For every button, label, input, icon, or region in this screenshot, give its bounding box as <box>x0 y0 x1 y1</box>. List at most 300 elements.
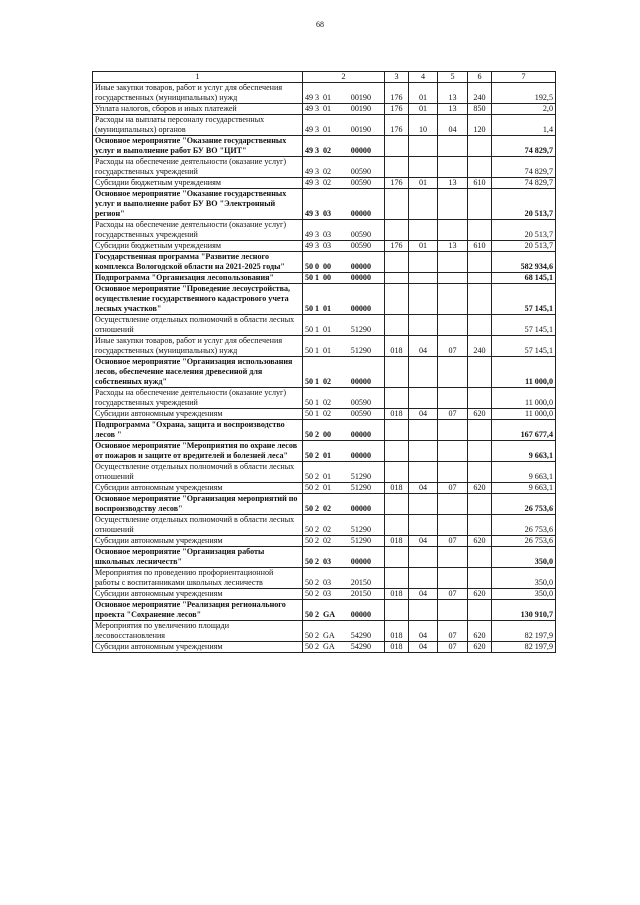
row-section-code: 01 <box>409 178 438 189</box>
row-section-code <box>409 357 438 388</box>
row-code <box>303 515 385 536</box>
row-subsection-code <box>438 600 468 621</box>
code-event: 01 <box>323 451 332 460</box>
row-code <box>303 336 385 357</box>
header-col-5: 5 <box>438 72 468 83</box>
code-program: 50 <box>305 304 314 313</box>
row-name: Субсидии бюджетным учреждениям <box>93 178 303 189</box>
code-program: 49 <box>305 104 314 113</box>
row-code <box>303 284 385 315</box>
code-subprogram: 1 <box>315 398 320 407</box>
code-subprogram: 1 <box>315 409 320 418</box>
table-row <box>93 494 556 515</box>
row-ministry-code <box>385 441 409 462</box>
row-name: Расходы на обеспечение деятельности (оказание услуг) государственных учреждений <box>93 157 303 178</box>
code-subprogram: 2 <box>315 589 320 598</box>
row-subsection-code: 04 <box>438 115 468 136</box>
row-name: Основное мероприятие "Организация работы школьных лесничеств" <box>93 547 303 568</box>
code-subprogram: 1 <box>315 304 320 313</box>
code-event: 03 <box>323 557 332 566</box>
row-code <box>303 600 385 621</box>
code-program: 49 <box>305 146 314 155</box>
row-amount: 167 677,4 <box>492 420 556 441</box>
code-direction: 00000 <box>350 451 371 460</box>
row-ministry-code <box>385 420 409 441</box>
row-amount: 26 753,6 <box>492 536 556 547</box>
header-col-4: 4 <box>409 72 438 83</box>
row-code <box>303 483 385 494</box>
row-ministry-code: 018 <box>385 483 409 494</box>
row-expense-type <box>468 462 492 483</box>
row-subsection-code <box>438 462 468 483</box>
row-amount: 74 829,7 <box>492 136 556 157</box>
table-row <box>93 462 556 483</box>
row-name: Основное мероприятие "Организация использования лесов, обеспечение населения древесиной для собственных нужд" <box>93 357 303 388</box>
row-amount: 68 145,1 <box>492 273 556 284</box>
row-amount: 26 753,6 <box>492 515 556 536</box>
row-amount: 57 145,1 <box>492 284 556 315</box>
code-program: 50 <box>305 504 314 513</box>
row-ministry-code <box>385 388 409 409</box>
row-ministry-code <box>385 600 409 621</box>
row-subsection-code: 07 <box>438 409 468 420</box>
code-event: 02 <box>323 167 332 176</box>
row-expense-type: 620 <box>468 409 492 420</box>
row-name: Расходы на выплаты персоналу государственных (муниципальных) органов <box>93 115 303 136</box>
row-code <box>303 568 385 589</box>
code-event: 02 <box>323 409 332 418</box>
table-row <box>93 409 556 420</box>
code-subprogram: 3 <box>315 178 320 187</box>
row-ministry-code <box>385 462 409 483</box>
code-program: 49 <box>305 178 314 187</box>
row-expense-type: 620 <box>468 589 492 600</box>
row-section-code: 10 <box>409 115 438 136</box>
code-subprogram: 3 <box>315 241 320 250</box>
row-subsection-code <box>438 273 468 284</box>
code-direction: 00590 <box>350 167 371 176</box>
row-expense-type <box>468 136 492 157</box>
row-section-code <box>409 600 438 621</box>
code-program: 50 <box>305 409 314 418</box>
table-row <box>93 115 556 136</box>
row-expense-type: 620 <box>468 536 492 547</box>
row-code <box>303 104 385 115</box>
code-program: 50 <box>305 483 314 492</box>
row-subsection-code <box>438 568 468 589</box>
code-subprogram: 2 <box>315 483 320 492</box>
code-program: 50 <box>305 610 314 619</box>
row-code <box>303 315 385 336</box>
row-name: Основное мероприятие "Проведение лесоустройства, осуществление государственного кадастрового учета лесных участков" <box>93 284 303 315</box>
code-program: 50 <box>305 631 314 640</box>
row-name: Государственная программа "Развитие лесного комплекса Вологодской области на 2021-2025 годы" <box>93 252 303 273</box>
code-program: 50 <box>305 578 314 587</box>
row-ministry-code: 176 <box>385 83 409 104</box>
table-row <box>93 568 556 589</box>
row-expense-type <box>468 600 492 621</box>
table-row <box>93 178 556 189</box>
row-ministry-code: 176 <box>385 241 409 252</box>
row-ministry-code: 018 <box>385 589 409 600</box>
code-subprogram: 2 <box>315 451 320 460</box>
code-direction: 00590 <box>350 178 371 187</box>
row-subsection-code <box>438 136 468 157</box>
row-subsection-code <box>438 315 468 336</box>
table-row <box>93 241 556 252</box>
code-event: 02 <box>323 536 332 545</box>
code-subprogram: 2 <box>315 610 320 619</box>
row-amount: 1,4 <box>492 115 556 136</box>
code-direction: 00000 <box>350 610 371 619</box>
table-row <box>93 136 556 157</box>
code-program: 50 <box>305 472 314 481</box>
row-amount: 74 829,7 <box>492 178 556 189</box>
row-section-code: 01 <box>409 104 438 115</box>
budget-table <box>92 71 556 653</box>
row-subsection-code <box>438 357 468 388</box>
row-expense-type <box>468 189 492 220</box>
code-program: 50 <box>305 325 314 334</box>
row-section-code <box>409 315 438 336</box>
code-subprogram: 2 <box>315 631 320 640</box>
table-row <box>93 642 556 653</box>
code-event: 01 <box>323 483 332 492</box>
row-subsection-code <box>438 420 468 441</box>
row-subsection-code <box>438 494 468 515</box>
header-col-3: 3 <box>385 72 409 83</box>
table-row <box>93 189 556 220</box>
row-expense-type: 850 <box>468 104 492 115</box>
row-ministry-code: 018 <box>385 642 409 653</box>
table-row <box>93 357 556 388</box>
table-row <box>93 600 556 621</box>
row-section-code: 01 <box>409 83 438 104</box>
code-direction: 00000 <box>350 304 371 313</box>
row-name: Уплата налогов, сборов и иных платежей <box>93 104 303 115</box>
row-amount: 130 910,7 <box>492 600 556 621</box>
row-name: Осуществление отдельных полномочий в области лесных отношений <box>93 315 303 336</box>
code-direction: 00000 <box>350 377 371 386</box>
row-amount: 9 663,1 <box>492 483 556 494</box>
row-name: Иные закупки товаров, работ и услуг для обеспечения государственных (муниципальных) нужд <box>93 83 303 104</box>
row-amount: 57 145,1 <box>492 315 556 336</box>
code-direction: 00000 <box>350 209 371 218</box>
row-name: Основное мероприятие "Оказание государственных услуг и выполнение работ БУ ВО "ЦИТ" <box>93 136 303 157</box>
code-program: 49 <box>305 241 314 250</box>
code-program: 50 <box>305 451 314 460</box>
code-event: 01 <box>323 472 332 481</box>
code-direction: 51290 <box>350 536 371 545</box>
row-expense-type <box>468 420 492 441</box>
row-subsection-code <box>438 441 468 462</box>
table-row <box>93 547 556 568</box>
code-direction: 00000 <box>350 430 371 439</box>
code-subprogram: 1 <box>315 325 320 334</box>
row-amount: 192,5 <box>492 83 556 104</box>
code-event: 00 <box>323 273 332 282</box>
table-row <box>93 315 556 336</box>
row-code <box>303 273 385 284</box>
table-row <box>93 83 556 104</box>
row-expense-type: 620 <box>468 621 492 642</box>
row-subsection-code <box>438 284 468 315</box>
code-direction: 20150 <box>350 578 371 587</box>
row-subsection-code <box>438 157 468 178</box>
row-amount: 74 829,7 <box>492 157 556 178</box>
row-section-code: 04 <box>409 621 438 642</box>
header-col-1: 1 <box>93 72 303 83</box>
row-section-code <box>409 462 438 483</box>
code-subprogram: 1 <box>315 377 320 386</box>
code-direction: 54290 <box>350 631 371 640</box>
row-ministry-code: 176 <box>385 115 409 136</box>
code-direction: 51290 <box>350 483 371 492</box>
row-section-code <box>409 284 438 315</box>
row-ministry-code <box>385 189 409 220</box>
row-subsection-code <box>438 252 468 273</box>
row-code <box>303 220 385 241</box>
code-subprogram: 3 <box>315 93 320 102</box>
code-subprogram: 3 <box>315 146 320 155</box>
code-program: 50 <box>305 377 314 386</box>
code-event: 02 <box>323 178 332 187</box>
row-expense-type: 610 <box>468 178 492 189</box>
row-section-code <box>409 420 438 441</box>
row-subsection-code: 07 <box>438 483 468 494</box>
code-event: 03 <box>323 209 332 218</box>
code-event: 01 <box>323 325 332 334</box>
row-section-code: 04 <box>409 336 438 357</box>
row-section-code <box>409 388 438 409</box>
row-code <box>303 494 385 515</box>
code-event: 03 <box>323 578 332 587</box>
code-subprogram: 3 <box>315 167 320 176</box>
code-event: GA <box>323 610 336 619</box>
row-code <box>303 409 385 420</box>
row-amount: 9 663,1 <box>492 441 556 462</box>
row-amount: 2,0 <box>492 104 556 115</box>
code-direction: 00000 <box>350 262 371 271</box>
row-code <box>303 83 385 104</box>
table-row <box>93 273 556 284</box>
code-program: 50 <box>305 589 314 598</box>
row-expense-type <box>468 157 492 178</box>
table-row <box>93 388 556 409</box>
row-amount: 11 000,0 <box>492 357 556 388</box>
row-code <box>303 357 385 388</box>
row-expense-type <box>468 357 492 388</box>
code-direction: 00590 <box>350 409 371 418</box>
row-name: Субсидии автономным учреждениям <box>93 483 303 494</box>
row-ministry-code <box>385 315 409 336</box>
code-event: 02 <box>323 504 332 513</box>
table-row <box>93 104 556 115</box>
row-name: Субсидии автономным учреждениям <box>93 642 303 653</box>
row-name: Мероприятия по увеличению площади лесовосстановления <box>93 621 303 642</box>
row-code <box>303 241 385 252</box>
row-subsection-code <box>438 220 468 241</box>
code-direction: 00000 <box>350 273 371 282</box>
row-expense-type: 620 <box>468 483 492 494</box>
code-subprogram: 2 <box>315 536 320 545</box>
code-program: 49 <box>305 125 314 134</box>
header-col-7: 7 <box>492 72 556 83</box>
row-name: Основное мероприятие "Реализация регионального проекта "Сохранение лесов" <box>93 600 303 621</box>
row-subsection-code: 07 <box>438 589 468 600</box>
row-ministry-code <box>385 284 409 315</box>
row-expense-type <box>468 273 492 284</box>
table-row <box>93 589 556 600</box>
row-section-code <box>409 515 438 536</box>
row-name: Основное мероприятие "Оказание государственных услуг и выполнение работ БУ ВО "Электронный регион" <box>93 189 303 220</box>
code-event: 00 <box>323 262 332 271</box>
row-amount: 350,0 <box>492 568 556 589</box>
row-code <box>303 388 385 409</box>
code-direction: 20150 <box>350 589 371 598</box>
table-row <box>93 536 556 547</box>
row-ministry-code: 018 <box>385 536 409 547</box>
row-code <box>303 189 385 220</box>
row-amount: 26 753,6 <box>492 494 556 515</box>
row-amount: 82 197,9 <box>492 621 556 642</box>
row-subsection-code: 13 <box>438 104 468 115</box>
row-expense-type <box>468 284 492 315</box>
code-direction: 00190 <box>350 93 371 102</box>
row-amount: 20 513,7 <box>492 189 556 220</box>
row-name: Субсидии автономным учреждениям <box>93 409 303 420</box>
row-amount: 582 934,6 <box>492 252 556 273</box>
row-amount: 350,0 <box>492 547 556 568</box>
row-subsection-code <box>438 515 468 536</box>
row-ministry-code <box>385 220 409 241</box>
row-section-code <box>409 273 438 284</box>
row-subsection-code: 13 <box>438 83 468 104</box>
row-amount: 20 513,7 <box>492 241 556 252</box>
row-expense-type <box>468 494 492 515</box>
code-direction: 00590 <box>350 398 371 407</box>
code-subprogram: 3 <box>315 230 320 239</box>
row-subsection-code <box>438 547 468 568</box>
row-section-code: 01 <box>409 241 438 252</box>
code-subprogram: 2 <box>315 525 320 534</box>
row-code <box>303 252 385 273</box>
table-row <box>93 220 556 241</box>
row-subsection-code: 13 <box>438 241 468 252</box>
code-program: 49 <box>305 93 314 102</box>
row-amount: 20 513,7 <box>492 220 556 241</box>
code-direction: 51290 <box>350 525 371 534</box>
code-direction: 00000 <box>350 504 371 513</box>
code-subprogram: 2 <box>315 578 320 587</box>
code-direction: 51290 <box>350 325 371 334</box>
row-name: Основное мероприятие "Мероприятия по охране лесов от пожаров и защите от вредителей и болезней леса" <box>93 441 303 462</box>
row-ministry-code <box>385 252 409 273</box>
row-name: Осуществление отдельных полномочий в области лесных отношений <box>93 515 303 536</box>
row-ministry-code <box>385 157 409 178</box>
row-section-code: 04 <box>409 642 438 653</box>
code-subprogram: 2 <box>315 430 320 439</box>
row-name: Субсидии автономным учреждениям <box>93 589 303 600</box>
row-expense-type <box>468 388 492 409</box>
code-subprogram: 2 <box>315 504 320 513</box>
code-event: 03 <box>323 589 332 598</box>
code-program: 50 <box>305 430 314 439</box>
row-expense-type <box>468 568 492 589</box>
table-row <box>93 621 556 642</box>
row-section-code: 04 <box>409 409 438 420</box>
row-section-code <box>409 568 438 589</box>
row-expense-type: 620 <box>468 642 492 653</box>
row-section-code <box>409 136 438 157</box>
row-name: Расходы на обеспечение деятельности (оказание услуг) государственных учреждений <box>93 220 303 241</box>
row-expense-type: 120 <box>468 115 492 136</box>
row-amount: 11 000,0 <box>492 409 556 420</box>
code-program: 50 <box>305 398 314 407</box>
code-program: 50 <box>305 557 314 566</box>
code-subprogram: 3 <box>315 104 320 113</box>
table-row <box>93 252 556 273</box>
code-subprogram: 0 <box>315 262 320 271</box>
code-event: 01 <box>323 125 332 134</box>
row-ministry-code: 018 <box>385 409 409 420</box>
code-program: 49 <box>305 167 314 176</box>
row-section-code: 04 <box>409 536 438 547</box>
row-ministry-code: 176 <box>385 104 409 115</box>
row-code <box>303 642 385 653</box>
row-code <box>303 178 385 189</box>
code-event: 01 <box>323 346 332 355</box>
code-direction: 00190 <box>350 104 371 113</box>
row-code <box>303 157 385 178</box>
table-row <box>93 441 556 462</box>
code-program: 50 <box>305 346 314 355</box>
header-col-2: 2 <box>303 72 385 83</box>
code-event: 01 <box>323 93 332 102</box>
row-ministry-code: 018 <box>385 621 409 642</box>
row-code <box>303 441 385 462</box>
table-row <box>93 483 556 494</box>
row-name: Иные закупки товаров, работ и услуг для обеспечения государственных (муниципальных) нужд <box>93 336 303 357</box>
code-subprogram: 3 <box>315 209 320 218</box>
row-name: Субсидии автономным учреждениям <box>93 536 303 547</box>
code-direction: 00000 <box>350 146 371 155</box>
row-expense-type <box>468 547 492 568</box>
row-expense-type: 610 <box>468 241 492 252</box>
code-event: 02 <box>323 398 332 407</box>
row-section-code <box>409 547 438 568</box>
table-row <box>93 420 556 441</box>
row-section-code: 04 <box>409 483 438 494</box>
code-program: 49 <box>305 209 314 218</box>
code-subprogram: 1 <box>315 346 320 355</box>
code-event: 02 <box>323 377 332 386</box>
code-event: 00 <box>323 430 332 439</box>
code-subprogram: 2 <box>315 472 320 481</box>
code-event: GA <box>323 642 335 651</box>
row-code <box>303 115 385 136</box>
table-row <box>93 515 556 536</box>
header-col-6: 6 <box>468 72 492 83</box>
row-section-code: 04 <box>409 589 438 600</box>
code-subprogram: 2 <box>315 557 320 566</box>
row-section-code <box>409 220 438 241</box>
code-program: 49 <box>305 230 314 239</box>
row-name: Подпрограмма "Охрана, защита и воспроизводство лесов " <box>93 420 303 441</box>
code-event: 03 <box>323 241 332 250</box>
code-subprogram: 3 <box>315 125 320 134</box>
row-subsection-code: 13 <box>438 178 468 189</box>
